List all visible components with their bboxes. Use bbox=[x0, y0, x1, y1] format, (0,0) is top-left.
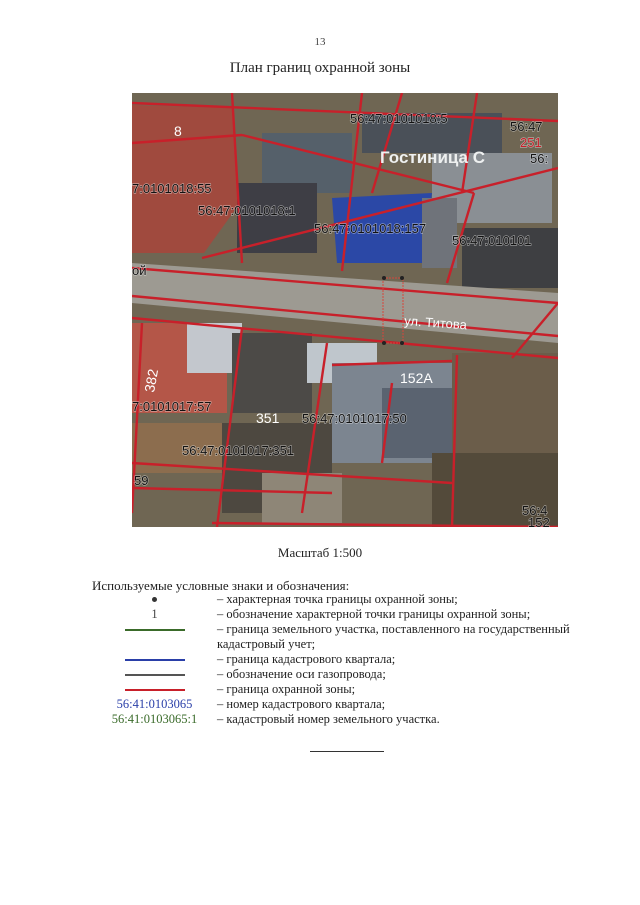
point-marker-icon bbox=[152, 597, 157, 602]
legend-symbol: 56:41:0103065:1 bbox=[111, 712, 198, 726]
legend-symbol: 1 bbox=[151, 607, 158, 621]
green-line-icon bbox=[125, 629, 185, 631]
legend-row-quarter-number bbox=[92, 697, 602, 712]
edge-label: 56: bbox=[530, 151, 549, 166]
cadastral-label: 56:47:0101017:351 bbox=[182, 443, 295, 458]
legend-row-zone-boundary bbox=[92, 682, 602, 697]
legend-heading: Используемые условные знаки и обозначения: bbox=[92, 578, 350, 593]
page-number: 13 bbox=[314, 36, 326, 48]
red-line-icon bbox=[125, 689, 185, 691]
legend-symbol bbox=[92, 592, 217, 607]
edge-label: 251 bbox=[520, 135, 542, 150]
legend-text: – граница земельного участка, поставленного на государственный кадастровый учет; bbox=[217, 622, 570, 651]
legend bbox=[92, 592, 602, 727]
edge-label: ой bbox=[132, 263, 147, 278]
cadastral-map bbox=[132, 93, 558, 527]
cadastral-label: 56:47:0101018:5 bbox=[350, 111, 448, 126]
cadastral-label: 7:0101017:57 bbox=[132, 399, 212, 414]
cadastral-label: 56:47:0101018:157 bbox=[314, 221, 427, 236]
legend-row-quarter-boundary bbox=[92, 652, 602, 667]
legend-symbol bbox=[92, 622, 217, 637]
street-label: ул. Титова bbox=[403, 313, 468, 333]
cadastral-label: 56:47:0101018:1 bbox=[198, 203, 296, 218]
cadastral-label: 56:47 bbox=[510, 119, 543, 134]
divider-line bbox=[310, 751, 384, 752]
cadastral-label: 56:47:010101 bbox=[452, 233, 532, 248]
legend-text: – граница охранной зоны; bbox=[217, 682, 356, 696]
map-image bbox=[132, 93, 558, 527]
legend-row-gas-axis bbox=[92, 667, 602, 682]
legend-symbol: 56:41:0103065 bbox=[116, 697, 193, 711]
house-number-152a: 152А bbox=[400, 370, 433, 386]
legend-text: – граница кадастрового квартала; bbox=[217, 652, 396, 666]
legend-row-point-label bbox=[92, 607, 602, 622]
cadastral-label: 59 bbox=[134, 473, 149, 488]
scale-caption: Масштаб 1:500 bbox=[277, 545, 363, 560]
legend-text: – номер кадастрового квартала; bbox=[217, 697, 386, 711]
house-number-8: 8 bbox=[174, 123, 182, 139]
legend-symbol bbox=[92, 682, 217, 697]
legend-text: – кадастровый номер земельного участка. bbox=[217, 712, 440, 726]
legend-symbol bbox=[92, 652, 217, 667]
legend-text: – обозначение оси газопровода; bbox=[217, 667, 386, 681]
cadastral-label: 7:0101018:55 bbox=[132, 181, 212, 196]
legend-row-parcel-boundary bbox=[92, 622, 602, 652]
edge-label: 152 bbox=[528, 515, 550, 527]
cadastral-label: 56:47:0101017:50 bbox=[302, 411, 407, 426]
legend-symbol bbox=[92, 667, 217, 682]
house-number-351: 351 bbox=[256, 410, 280, 426]
legend-row-point bbox=[92, 592, 602, 607]
legend-text: – характерная точка границы охранной зоны; bbox=[217, 592, 458, 606]
blue-line-icon bbox=[125, 659, 185, 661]
landmark-label: Гостиница С bbox=[380, 148, 486, 167]
cadastral-label: 56:4 bbox=[522, 503, 548, 518]
page-title: План границ охранной зоны bbox=[229, 60, 411, 76]
house-number-382: 382 bbox=[141, 367, 162, 394]
legend-row-parcel-number bbox=[92, 712, 602, 727]
legend-text: – обозначение характерной точки границы охранной зоны; bbox=[217, 607, 531, 621]
gray-line-icon bbox=[125, 674, 185, 676]
